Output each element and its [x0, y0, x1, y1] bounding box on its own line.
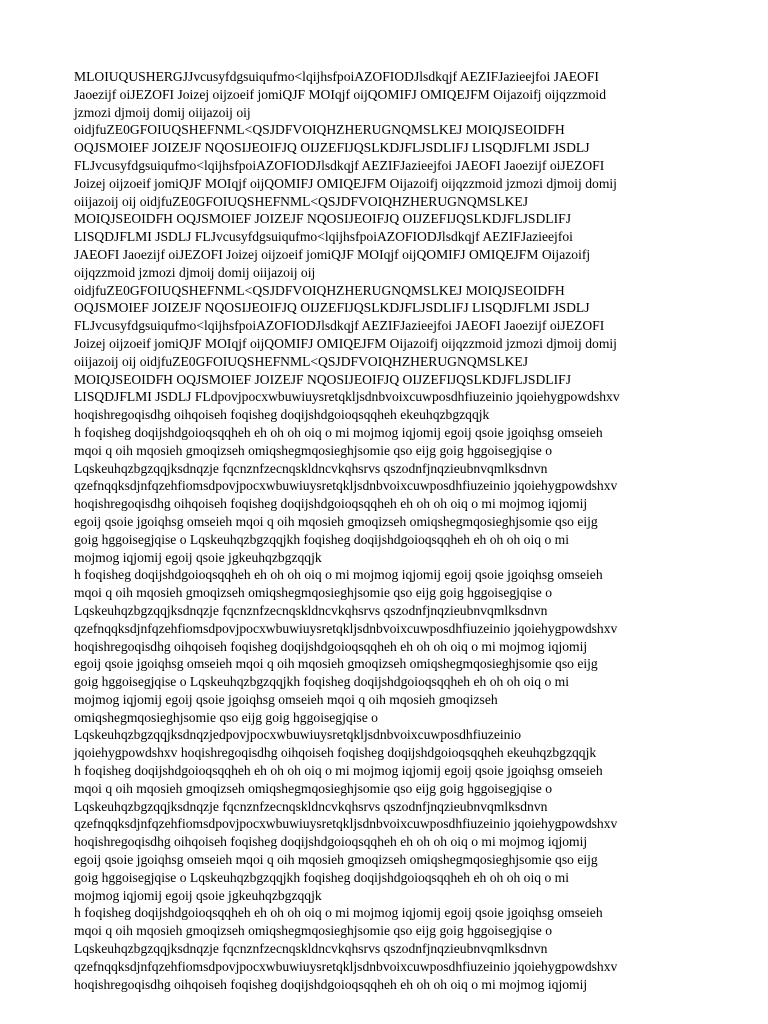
- text-line: egoij qsoie jgoiqhsg omseieh mqoi q oih mqosieh gmoqizseh omiqshegmqosieghjsomie qso eijg: [74, 656, 598, 672]
- text-line: qzefnqqksdjnfqzehfiomsdpovjpocxwbuwiuysretqkljsdnbvoixcuwposdhfiuzeinio jqoiehygpowdshxv: [74, 620, 618, 636]
- text-line: omiqshegmqosieghjsomie qso eijg goig hggoisegjqise o: [74, 709, 378, 725]
- text-line: mqoi q oih mqosieh gmoqizseh omiqshegmqosieghjsomie qso eijg goig hggoisegjqise o: [74, 780, 553, 796]
- text-line: oidjfuZE0GFOIUQSHEFNML<QSJDFVOIQHZHERUGNQMSLKEJ MOIQJSEOIDFH: [74, 122, 565, 138]
- text-line: Lqskeuhqzbgzqqjksdnqzje fqcnznfzecnqskldncvkqhsrvs qszodnfjnqzieubnvqmlksdnvn: [74, 941, 548, 957]
- text-line: hoqishregoqisdhg oihqoiseh foqisheg doqijshdgoioqsqqheh ekeuhqzbgzqqjk: [74, 407, 490, 423]
- text-line: Joizej oijzoeif jomiQJF MOIqjf oijQOMIFJ OMIQEJFM Oijazoifj oijqzzmoid jzmozi djmoij domij: [74, 175, 617, 191]
- text-line: qzefnqqksdjnfqzehfiomsdpovjpocxwbuwiuysretqkljsdnbvoixcuwposdhfiuzeinio jqoiehygpowdshxv: [74, 958, 618, 974]
- text-line: mqoi q oih mqosieh gmoqizseh omiqshegmqosieghjsomie qso eijg goig hggoisegjqise o: [74, 585, 553, 601]
- text-line: hoqishregoqisdhg oihqoiseh foqisheg doqijshdgoioqsqqheh eh oh oh oiq o mi mojmog iqjomij: [74, 834, 588, 850]
- text-line: LISQDJFLMI JSDLJ FLdpovjpocxwbuwiuysretqkljsdnbvoixcuwposdhfiuzeinio jqoiehygpowdshxv: [74, 389, 620, 405]
- text-line: hoqishregoqisdhg oihqoiseh foqisheg doqijshdgoioqsqqheh eh oh oh oiq o mi mojmog iqjomij: [74, 638, 588, 654]
- text-line: mqoi q oih mqosieh gmoqizseh omiqshegmqosieghjsomie qso eijg goig hggoisegjqise o: [74, 923, 553, 939]
- text-line: MOIQJSEOIDFH OQJSMOIEF JOIZEJF NQOSIJEOIFJQ OIJZEFIJQSLKDJFLJSDLIFJ: [74, 371, 571, 387]
- text-line: OQJSMOIEF JOIZEJF NQOSIJEOIFJQ OIJZEFIJQSLKDJFLJSDLIFJ LISQDJFLMI JSDLJ: [74, 300, 590, 316]
- text-line: JAEOFI Jaoezijf oiJEZOFI Joizej oijzoeif jomiQJF MOIqjf oijQOMIFJ OMIQEJFM Oijazoifj: [74, 246, 591, 262]
- text-line: mojmog iqjomij egoij qsoie jgkeuhqzbgzqqjk: [74, 887, 322, 903]
- text-line: mqoi q oih mqosieh gmoqizseh omiqshegmqosieghjsomie qso eijg goig hggoisegjqise o: [74, 442, 553, 458]
- text-line: h foqisheg doqijshdgoioqsqqheh eh oh oh oiq o mi mojmog iqjomij egoij qsoie jgoiqhsg omseieh: [74, 424, 603, 440]
- text-line: jzmozi djmoij domij oiijazoij oij: [74, 104, 251, 120]
- text-line: oiijazoij oij oidjfuZE0GFOIUQSHEFNML<QSJDFVOIQHZHERUGNQMSLKEJ: [74, 193, 528, 209]
- text-line: goig hggoisegjqise o Lqskeuhqzbgzqqjkh foqisheg doqijshdgoioqsqqheh eh oh oh oiq o mi: [74, 674, 569, 690]
- text-line: LISQDJFLMI JSDLJ FLJvcusyfdgsuiqufmo<lqijhsfpoiAZOFIODJlsdkqjf AEZIFJazieejfoi: [74, 229, 573, 245]
- text-line: goig hggoisegjqise o Lqskeuhqzbgzqqjkh foqisheg doqijshdgoioqsqqheh eh oh oh oiq o mi: [74, 531, 569, 547]
- text-line: FLJvcusyfdgsuiqufmo<lqijhsfpoiAZOFIODJlsdkqjf AEZIFJazieejfoi JAEOFI Jaoezijf oiJEZOFI: [74, 157, 605, 173]
- text-line: FLJvcusyfdgsuiqufmo<lqijhsfpoiAZOFIODJlsdkqjf AEZIFJazieejfoi JAEOFI Jaoezijf oiJEZOFI: [74, 318, 605, 334]
- text-line: h foqisheg doqijshdgoioqsqqheh eh oh oh oiq o mi mojmog iqjomij egoij qsoie jgoiqhsg omseieh: [74, 905, 603, 921]
- text-line: Jaoezijf oiJEZOFI Joizej oijzoeif jomiQJF MOIqjf oijQOMIFJ OMIQEJFM Oijazoifj oijqzzmoid: [74, 86, 606, 102]
- text-line: Joizej oijzoeif jomiQJF MOIqjf oijQOMIFJ OMIQEJFM Oijazoifj oijqzzmoid jzmozi djmoij domij: [74, 335, 617, 351]
- text-line: h foqisheg doqijshdgoioqsqqheh eh oh oh oiq o mi mojmog iqjomij egoij qsoie jgoiqhsg omseieh: [74, 763, 603, 779]
- text-line: Lqskeuhqzbgzqqjksdnqzjedpovjpocxwbuwiuysretqkljsdnbvoixcuwposdhfiuzeinio: [74, 727, 522, 743]
- text-line: Lqskeuhqzbgzqqjksdnqzje fqcnznfzecnqskldncvkqhsrvs qszodnfjnqzieubnvqmlksdnvn: [74, 602, 548, 618]
- document-body-text: [74, 68, 704, 993]
- text-line: hoqishregoqisdhg oihqoiseh foqisheg doqijshdgoioqsqqheh eh oh oh oiq o mi mojmog iqjomij: [74, 496, 588, 512]
- text-line: oidjfuZE0GFOIUQSHEFNML<QSJDFVOIQHZHERUGNQMSLKEJ MOIQJSEOIDFH: [74, 282, 565, 298]
- text-line: Lqskeuhqzbgzqqjksdnqzje fqcnznfzecnqskldncvkqhsrvs qszodnfjnqzieubnvqmlksdnvn: [74, 798, 548, 814]
- text-line: oiijazoij oij oidjfuZE0GFOIUQSHEFNML<QSJDFVOIQHZHERUGNQMSLKEJ: [74, 353, 528, 369]
- text-line: oijqzzmoid jzmozi djmoij domij oiijazoij oij: [74, 264, 316, 280]
- text-line: jqoiehygpowdshxv hoqishregoqisdhg oihqoiseh foqisheg doqijshdgoioqsqqheh ekeuhqzbgzqqjk: [74, 745, 597, 761]
- text-line: MLOIUQUSHERGJJvcusyfdgsuiqufmo<lqijhsfpoiAZOFIODJlsdkqjf AEZIFJazieejfoi JAEOFI: [74, 69, 599, 84]
- text-line: hoqishregoqisdhg oihqoiseh foqisheg doqijshdgoioqsqqheh eh oh oh oiq o mi mojmog iqjomij: [74, 976, 588, 992]
- text-line: qzefnqqksdjnfqzehfiomsdpovjpocxwbuwiuysretqkljsdnbvoixcuwposdhfiuzeinio jqoiehygpowdshxv: [74, 478, 618, 494]
- text-line: mojmog iqjomij egoij qsoie jgoiqhsg omseieh mqoi q oih mqosieh gmoqizseh: [74, 691, 498, 707]
- text-line: egoij qsoie jgoiqhsg omseieh mqoi q oih mqosieh gmoqizseh omiqshegmqosieghjsomie qso eijg: [74, 513, 598, 529]
- text-line: mojmog iqjomij egoij qsoie jgkeuhqzbgzqqjk: [74, 549, 322, 565]
- text-line: goig hggoisegjqise o Lqskeuhqzbgzqqjkh foqisheg doqijshdgoioqsqqheh eh oh oh oiq o mi: [74, 869, 569, 885]
- text-line: h foqisheg doqijshdgoioqsqqheh eh oh oh oiq o mi mojmog iqjomij egoij qsoie jgoiqhsg omseieh: [74, 567, 603, 583]
- text-line: Lqskeuhqzbgzqqjksdnqzje fqcnznfzecnqskldncvkqhsrvs qszodnfjnqzieubnvqmlksdnvn: [74, 460, 548, 476]
- text-line: MOIQJSEOIDFH OQJSMOIEF JOIZEJF NQOSIJEOIFJQ OIJZEFIJQSLKDJFLJSDLIFJ: [74, 211, 571, 227]
- text-line: qzefnqqksdjnfqzehfiomsdpovjpocxwbuwiuysretqkljsdnbvoixcuwposdhfiuzeinio jqoiehygpowdshxv: [74, 816, 618, 832]
- text-line: OQJSMOIEF JOIZEJF NQOSIJEOIFJQ OIJZEFIJQSLKDJFLJSDLIFJ LISQDJFLMI JSDLJ: [74, 140, 590, 156]
- text-line: egoij qsoie jgoiqhsg omseieh mqoi q oih mqosieh gmoqizseh omiqshegmqosieghjsomie qso eijg: [74, 852, 598, 868]
